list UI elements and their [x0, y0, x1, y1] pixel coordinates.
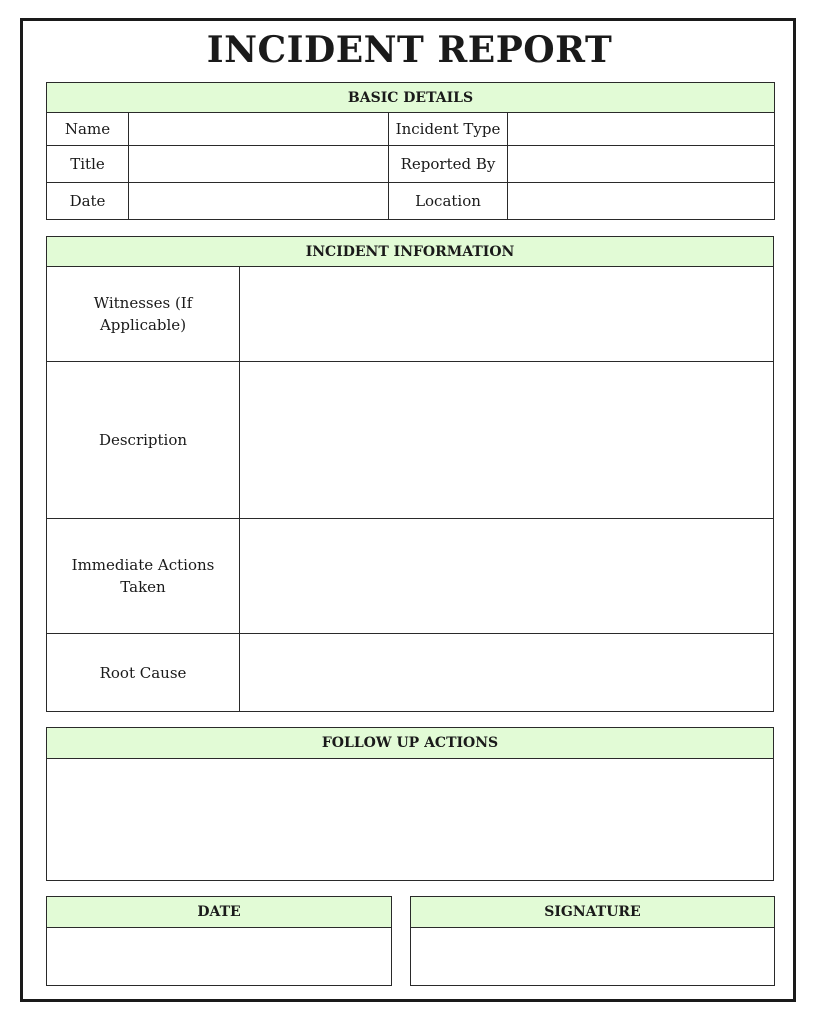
incident-type-field[interactable]: [508, 113, 775, 146]
description-label: Description: [47, 362, 240, 519]
date-field[interactable]: [129, 183, 389, 220]
page-title: INCIDENT REPORT: [206, 29, 613, 71]
title-label: Title: [47, 146, 129, 183]
incident-type-label: Incident Type: [389, 113, 508, 146]
follow-up-field[interactable]: [47, 759, 774, 881]
footer-date-header: DATE: [47, 897, 392, 928]
follow-up-header: FOLLOW UP ACTIONS: [47, 728, 774, 759]
description-field[interactable]: [240, 362, 774, 519]
basic-details-table: [46, 82, 775, 220]
location-field[interactable]: [508, 183, 775, 220]
reported-by-field[interactable]: [508, 146, 775, 183]
immediate-actions-label: Immediate Actions Taken: [47, 519, 240, 634]
footer-signature-header: SIGNATURE: [411, 897, 775, 928]
footer-date-table: [46, 896, 392, 986]
location-label: Location: [389, 183, 508, 220]
footer-signature-field[interactable]: [411, 928, 775, 986]
reported-by-label: Reported By: [389, 146, 508, 183]
date-label: Date: [47, 183, 129, 220]
witnesses-field[interactable]: [240, 267, 774, 362]
name-label: Name: [47, 113, 129, 146]
title-field[interactable]: [129, 146, 389, 183]
name-field[interactable]: [129, 113, 389, 146]
footer-signature-table: [410, 896, 775, 986]
incident-information-header: INCIDENT INFORMATION: [47, 237, 774, 267]
root-cause-field[interactable]: [240, 634, 774, 712]
footer-date-field[interactable]: [47, 928, 392, 986]
follow-up-table: [46, 727, 774, 881]
incident-information-table: [46, 236, 774, 712]
root-cause-label: Root Cause: [47, 634, 240, 712]
basic-details-header: BASIC DETAILS: [47, 83, 775, 113]
witnesses-label: Witnesses (If Applicable): [47, 267, 240, 362]
immediate-actions-field[interactable]: [240, 519, 774, 634]
